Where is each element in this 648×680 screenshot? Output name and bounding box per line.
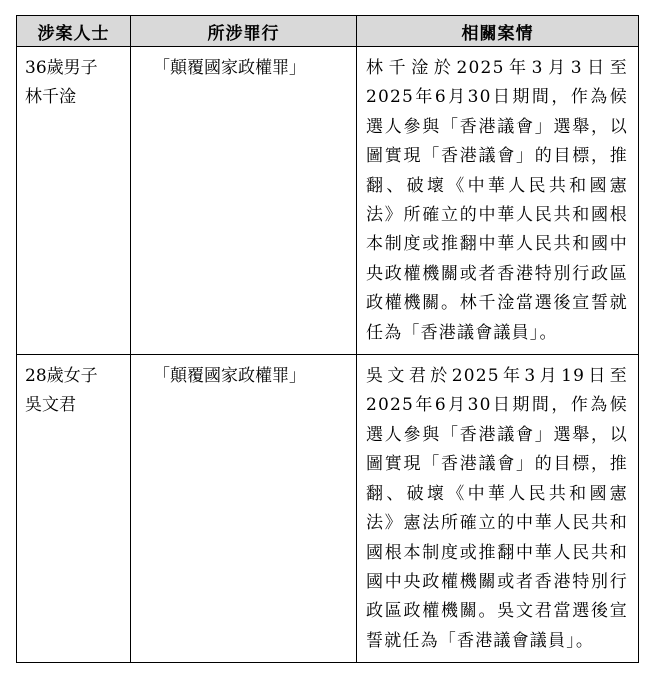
person-cell	[17, 47, 131, 355]
table-row	[17, 355, 639, 663]
details-cell: 吳文君於2025年3月19日至2025年6月30日期間，作為候選人參與「香港議會」選舉，以圖實現「香港議會」的目標，推翻、破壞《中華人民共和國憲法》憲法所確立的中華人民共和國根本制度或推翻中華人民共和國中央政權機關或者香港特別行政區政權機關。吳文君當選後宣誓就任為「香港議會議員」。	[357, 355, 639, 663]
person-name: 林千淦	[25, 87, 76, 108]
person-name: 吳文君	[25, 395, 76, 416]
header-details: 相關案情	[357, 16, 639, 47]
offence-cell: 「顛覆國家政權罪」	[131, 47, 357, 355]
person-cell	[17, 355, 131, 663]
person-age-gender: 28歲女子	[25, 366, 98, 387]
offence-cell: 「顛覆國家政權罪」	[131, 355, 357, 663]
header-row	[17, 16, 639, 47]
cases-table	[16, 15, 639, 663]
header-persons: 涉案人士	[17, 16, 131, 47]
header-offence: 所涉罪行	[131, 16, 357, 47]
person-age-gender: 36歲男子	[25, 58, 98, 78]
table-row	[17, 47, 639, 355]
details-cell: 林千淦於2025年3月3日至2025年6月30日期間，作為候選人參與「香港議會」選舉，以圖實現「香港議會」的目標，推翻、破壞《中華人民共和國憲法》所確立的中華人民共和國根本制度或推翻中華人民共和國中央政權機關或者香港特別行政區政權機關。林千淦當選後宣誓就任為「香港議會議員」。	[357, 47, 639, 355]
